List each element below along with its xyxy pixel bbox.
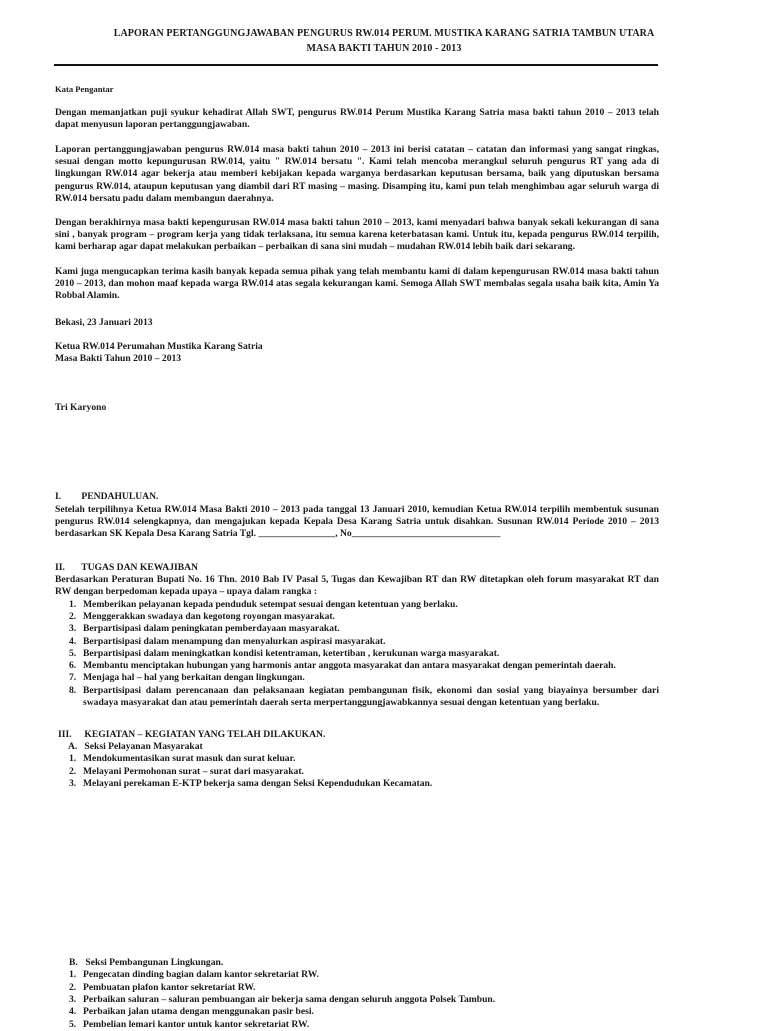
section-number: III.: [58, 729, 72, 740]
item-number: 1.: [69, 599, 77, 610]
duty-item: [69, 672, 659, 684]
item-text: Membantu menciptakan hubungan yang harmonis antar anggota masyarakat dan antara masyarakat dengan pemerintah daerah.: [83, 660, 616, 671]
foreword-heading: Kata Pengantar: [55, 84, 114, 94]
section-1-body: Setelah terpilihnya Ketua RW.014 Masa Bakti 2010 – 2013 pada tanggal 13 Januari 2010, kemudian Ketua RW.014 terpilih membentuk susunan pengurus RW.014 selengkapnya, dan mengajukan kepada Kepala Desa Karang Satria untuk disahkan. Susunan RW.014 Periode 2010 – 2013 berdasarkan SK Kepala Desa Karang Satria Tgl. ________________, No_______________________________: [55, 504, 659, 540]
item-text: Berpartisipasi dalam menampung dan menyalurkan aspirasi masyarakat.: [83, 636, 386, 647]
subsection-label: A.: [68, 741, 78, 752]
item-text: Berpartisipasi dalam perencanaan dan pelaksanaan kegiatan pembangunan fisik, ekonomi dan sosial yang biayainya bersumber dari swadaya masyarakat dan atau pemerintah daerah serta merpertanggungjawabkannya sesuai dengan ketentuan yang berlaku.: [83, 685, 659, 709]
foreword-paragraph-4: Kami juga mengucapkan terima kasih banyak kepada semua pihak yang telah membantu kami di dalam kepengurusan RW.014 masa bakti tahun 2010 – 2013, dan mohon maaf kepada warga RW.014 atas segala kekurangan kami. Semoga Allah SWT membalas segala usaha baik kita, Amin Ya Robbal Alamin.: [55, 266, 659, 302]
item-number: 5.: [69, 1019, 77, 1030]
item-text: Mendokumentasikan surat masuk dan surat keluar.: [83, 753, 296, 764]
subsection-title: Seksi Pelayanan Masyarakat: [84, 741, 203, 752]
activity-item: [69, 778, 659, 790]
subsection-label: B.: [69, 957, 78, 968]
activity-item: [69, 982, 659, 994]
item-text: Menjaga hal – hal yang berkaitan dengan lingkungan.: [83, 672, 305, 683]
item-number: 7.: [69, 672, 77, 683]
item-text: Memberikan pelayanan kepada penduduk setempat sesuai dengan ketentuan yang berlaku.: [83, 599, 458, 610]
activity-item: [69, 753, 659, 765]
item-number: 1.: [69, 753, 77, 764]
section-3-heading: [58, 729, 325, 740]
section-number: I.: [55, 491, 62, 502]
item-number: 3.: [69, 778, 77, 789]
foreword-paragraph-3: Dengan berakhirnya masa bakti kepengurusan RW.014 masa bakti tahun 2010 – 2013, kami menyadari bahwa banyak sekali kekurangan di sana sini , banyak program – program kerja yang tidak terlaksana, itu semua karena keterbatasan kami. Untuk itu, kepada pengurus RW.014 terpilih, kami berharap agar dapat melakukan perbaikan – perbaikan di sana sini mudah – mudahan RW.014 lebih baik dari sekarang.: [55, 217, 659, 253]
section-2-body: Berdasarkan Peraturan Bupati No. 16 Thn. 2010 Bab IV Pasal 5, Tugas dan Kewajiban RT dan RW ditetapkan oleh forum masyarakat RT dan RW dengan berpedoman kepada upaya – upaya dalam rangka :: [55, 574, 659, 598]
section-title: PENDAHULUAN.: [81, 491, 159, 502]
activity-item: [69, 969, 659, 981]
duty-item: [69, 648, 659, 660]
item-number: 4.: [69, 636, 77, 647]
foreword-paragraph-2: Laporan pertanggungjawaban pengurus RW.014 masa bakti tahun 2010 – 2013 ini berisi catatan – catatan dan informasi yang sangat ringkas, sesuai dengan motto kepungurusan RW.014, yaitu " RW.014 bersatu ". Kami telah mencoba merangkul seluruh pengurus RT yang ada di lingkungan RW.014 agar bekerja atau memberi kebijakan kepada warganya berdasarkan keputusan bersama, baik yang diputuskan bersama pengurus RW.014, ataupun keputusan yang diambil dari RT masing – masing. Disamping itu, kami pun telah menghimbau agar seluruh warga di RW.014 bersatu padu dalam membangun daerahnya.: [55, 144, 659, 204]
item-text: Melayani Permohonan surat – surat dari masyarakat.: [83, 766, 304, 777]
duty-item: [69, 623, 659, 635]
item-text: Perbaikan saluran – saluran pembuangan air bekerja sama dengan seluruh anggota Polsek Tambun.: [83, 994, 496, 1005]
item-number: 2.: [69, 982, 77, 993]
section-title: KEGIATAN – KEGIATAN YANG TELAH DILAKUKAN.: [84, 729, 326, 740]
subsection-a-heading: [68, 741, 203, 752]
item-text: Menggerakkan swadaya dan kegotong royongan masyarakat.: [83, 611, 335, 622]
item-text: Melayani perekaman E-KTP bekerja sama dengan Seksi Kependudukan Kecamatan.: [83, 778, 433, 789]
item-number: 5.: [69, 648, 77, 659]
item-text: Pembuatan plafon kantor sekretariat RW.: [83, 982, 256, 993]
item-text: Berpartisipasi dalam meningkatkan kondisi ketentraman, ketertiban , kerukunan warga masyarakat.: [83, 648, 500, 659]
item-text: Pengecatan dinding bagian dalam kantor sekretariat RW.: [83, 969, 319, 980]
section-number: II.: [55, 562, 65, 573]
activity-item: [69, 994, 659, 1006]
duty-item: [69, 636, 659, 648]
item-number: 2.: [69, 766, 77, 777]
place-date: Bekasi, 23 Januari 2013: [55, 317, 153, 328]
item-number: 2.: [69, 611, 77, 622]
title-divider: [54, 64, 658, 66]
item-number: 4.: [69, 1006, 77, 1017]
item-number: 1.: [69, 969, 77, 980]
item-number: 8.: [69, 685, 77, 696]
signer-name: Tri Karyono: [55, 402, 107, 413]
signer-title-line1: Ketua RW.014 Perumahan Mustika Karang Satria: [55, 341, 263, 352]
duty-item: [69, 685, 659, 710]
section-title: TUGAS DAN KEWAJIBAN: [81, 562, 198, 573]
item-number: 3.: [69, 994, 77, 1005]
subsection-title: Seksi Pembangunan Lingkungan.: [85, 957, 224, 968]
item-text: Perbaikan jalan utama dengan menggunakan pasir besi.: [83, 1006, 314, 1017]
duty-item: [69, 611, 659, 623]
document-title-line2: MASA BAKTI TAHUN 2010 - 2013: [306, 43, 462, 54]
item-number: 3.: [69, 623, 77, 634]
item-number: 6.: [69, 660, 77, 671]
section-1-heading: [55, 491, 158, 502]
subsection-b-heading: [69, 957, 223, 968]
duty-item: [69, 599, 659, 611]
foreword-paragraph-1: Dengan memanjatkan puji syukur kehadirat Allah SWT, pengurus RW.014 Perum Mustika Karang Satria masa bakti tahun 2010 – 2013 telah dapat menyusun laporan pertanggungjawaban.: [55, 107, 659, 131]
item-text: Berpartisipasi dalam peningkatan pemberdayaan masyarakat.: [83, 623, 340, 634]
signer-title-line2: Masa Bakti Tahun 2010 – 2013: [55, 353, 182, 364]
section-2-heading: [55, 562, 198, 573]
duty-item: [69, 660, 659, 672]
activity-item: [69, 766, 659, 778]
activity-item: [69, 1019, 659, 1031]
activity-item: [69, 1006, 659, 1018]
item-text: Pembelian lemari kantor untuk kantor sekretariat RW.: [83, 1019, 310, 1030]
document-title-line1: LAPORAN PERTANGGUNGJAWABAN PENGURUS RW.014 PERUM. MUSTIKA KARANG SATRIA TAMBUN UTARA: [113, 28, 655, 39]
